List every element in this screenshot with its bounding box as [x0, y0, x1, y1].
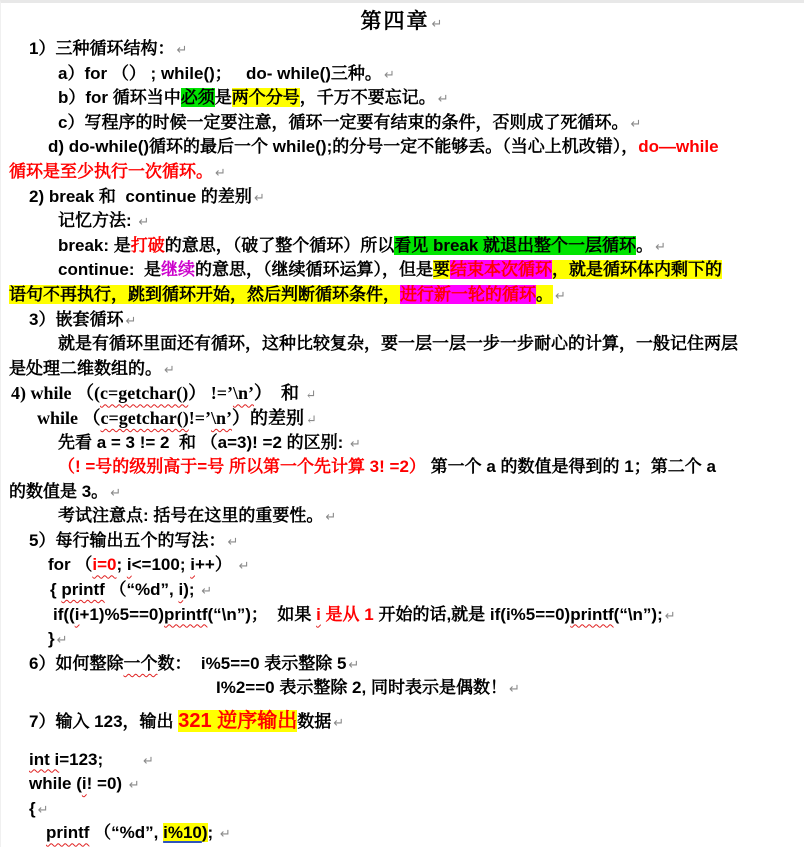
paragraph-mark-icon: ↵	[125, 312, 137, 328]
text-run: printf	[570, 604, 614, 624]
text-run: a）for （） ; while()； do- while()三种。	[58, 63, 382, 83]
text-run: i%10	[163, 823, 202, 843]
text-run: 循环是至少执行一次循环。	[9, 161, 213, 181]
text-run: 2) break 和 continue 的差别	[29, 186, 252, 206]
text-run: i	[316, 604, 321, 624]
paragraph-line	[1, 62, 804, 87]
text-run: b）for 循环当中	[58, 88, 181, 108]
text-run: 打破	[130, 235, 165, 255]
text-run: 的意思，（继续循环运算），但是	[194, 260, 433, 280]
paragraph-mark-icon: ↵	[383, 66, 395, 82]
text-run: (“\n”);	[613, 604, 663, 624]
text-run: 进行新一轮的循环	[400, 284, 536, 304]
paragraph-mark-icon: ↵	[219, 826, 231, 842]
text-run: 的意思，（破了整个循环）所以	[164, 235, 395, 255]
paragraph-line	[1, 332, 804, 357]
text-run: );	[183, 580, 200, 600]
text-run: 数： i%5==0 表示整除 5	[157, 653, 347, 673]
text-run: int i	[29, 749, 60, 769]
paragraph-mark-icon: ↵	[142, 752, 154, 768]
paragraph-line	[1, 111, 804, 136]
text-run: ） 和	[253, 383, 304, 404]
paragraph-line	[1, 627, 804, 652]
paragraph-line	[1, 283, 804, 308]
text-run: 必须	[180, 88, 215, 108]
text-run: 第四章	[360, 10, 430, 33]
paragraph-mark-icon: ↵	[253, 189, 265, 205]
paragraph-mark-icon: ↵	[431, 16, 445, 31]
paragraph-line	[1, 185, 804, 210]
paragraph-line	[1, 86, 804, 111]
text-run: i=0	[92, 555, 117, 575]
text-run: 继续	[160, 260, 195, 280]
paragraph-line	[1, 529, 804, 554]
document-body	[1, 3, 804, 846]
text-run: c）写程序的时候一定要注意，循环一定要有结束的条件，否则成了死循环。	[58, 112, 629, 132]
paragraph-line	[1, 652, 804, 677]
text-run: while (	[29, 774, 82, 794]
paragraph-line	[1, 258, 804, 283]
paragraph-line	[1, 455, 804, 480]
paragraph-line	[1, 821, 804, 846]
text-run: 1）三种循环结构：	[29, 39, 175, 58]
paragraph-line	[1, 504, 804, 529]
text-run: 7）输入 123，输出	[29, 712, 179, 732]
paragraph-line	[1, 406, 804, 431]
text-run: i	[74, 604, 80, 624]
paragraph-mark-icon: ↵	[227, 533, 239, 549]
paragraph-line	[1, 553, 804, 578]
text-run: (“\n”)； 如果	[207, 604, 317, 624]
text-run: <=100;	[131, 555, 191, 575]
text-run: （! =号的级别高于=号 所以第一个先计算 3! =2）	[58, 457, 426, 477]
paragraph-mark-icon: ↵	[333, 715, 345, 731]
paragraph-line	[1, 431, 804, 456]
text-run: i	[126, 555, 132, 575]
paragraph-mark-icon: ↵	[201, 583, 213, 599]
text-run: 考试注意点: 括号在这里的重要性。	[58, 506, 324, 526]
text-run: 6）如何整除	[29, 653, 124, 673]
paragraph-line	[1, 797, 804, 822]
text-run: printf	[61, 580, 105, 600]
text-run: \n’	[232, 383, 254, 404]
text-run: 看见 break 就退出整个一层循环	[394, 235, 637, 255]
text-run: ! =0)	[86, 774, 127, 794]
text-run: }	[48, 629, 55, 649]
text-run: 。	[636, 235, 654, 255]
text-run: 4) while （(	[11, 383, 100, 404]
text-run: 开始的话,就是 if(i%5==0)	[378, 604, 571, 624]
paragraph-line	[1, 37, 804, 62]
text-run: ）的差别	[232, 407, 304, 428]
chapter-title	[1, 7, 804, 37]
text-run: =123;	[59, 749, 141, 769]
text-run: {	[29, 798, 36, 818]
text-run: ） !=’	[188, 383, 233, 404]
text-run: printf	[46, 823, 90, 843]
paragraph-mark-icon: ↵	[238, 558, 250, 574]
text-run: 结束本次循环	[449, 260, 552, 280]
text-run: 两个分号	[231, 88, 300, 108]
text-run: 第一个 a 的数值是得到的 1；第二个 a	[425, 457, 716, 477]
paragraph-mark-icon: ↵	[350, 435, 361, 451]
text-run: while （	[37, 407, 101, 428]
text-run: ;	[207, 823, 218, 843]
paragraph-line	[1, 734, 804, 748]
paragraph-line	[1, 135, 804, 160]
paragraph-mark-icon: ↵	[176, 42, 188, 57]
paragraph-mark-icon: ↵	[348, 656, 360, 672]
paragraph-mark-icon: ↵	[664, 607, 676, 623]
paragraph-line	[1, 709, 804, 734]
paragraph-line	[1, 209, 804, 234]
paragraph-mark-icon: ↵	[56, 632, 68, 648]
text-run: 是处理二维数组的。	[9, 358, 162, 378]
paragraph-line	[1, 578, 804, 603]
paragraph-mark-icon: ↵	[630, 115, 642, 131]
text-run: 就是有循环里面还有循环，这种比较复杂，要一层一层一步一步耐心的计算，一般记住两层	[58, 334, 738, 354]
text-run: break: 是	[58, 235, 131, 255]
paragraph-line	[1, 701, 804, 709]
text-run: printf	[164, 604, 208, 624]
paragraph-line	[1, 772, 804, 797]
paragraph-line	[1, 748, 804, 773]
paragraph-line	[1, 357, 804, 382]
text-run: i	[190, 555, 195, 575]
paragraph-mark-icon: ↵	[37, 801, 49, 817]
paragraph-line	[1, 160, 804, 185]
text-run: +1)%5==0)	[79, 604, 165, 624]
text-run: 记忆方法:	[58, 211, 137, 231]
paragraph-mark-icon: ↵	[655, 238, 666, 254]
paragraph-mark-icon: ↵	[138, 214, 150, 230]
text-run: 321 逆序输出	[178, 710, 298, 733]
text-run: !=’	[188, 407, 211, 428]
text-run: do—while	[638, 137, 719, 157]
paragraph-line	[1, 603, 804, 628]
text-run: 。	[536, 284, 553, 304]
paragraph-mark-icon: ↵	[164, 361, 175, 377]
paragraph-mark-icon: ↵	[437, 91, 449, 107]
text-run: i	[178, 580, 184, 600]
paragraph-line	[1, 234, 804, 259]
text-run: （“%d”,	[89, 823, 164, 843]
paragraph-mark-icon: ↵	[555, 287, 566, 303]
text-run: 一个	[123, 653, 158, 673]
text-run: 先看 a = 3 != 2 和 （a=3)! =2 的区别:	[58, 432, 349, 452]
text-run: （“%d”,	[104, 580, 179, 600]
text-run: 数据	[297, 712, 332, 732]
text-run: ，千万不要忘记。	[299, 88, 436, 108]
paragraph-mark-icon: ↵	[110, 484, 122, 500]
text-run: c=getchar()	[100, 407, 189, 428]
text-run: 5）每行输出五个的写法：	[29, 530, 226, 550]
text-run: \n’	[210, 407, 232, 428]
text-run: 3）嵌套循环	[29, 309, 124, 329]
text-run: ++）	[194, 555, 237, 575]
text-run: {	[50, 580, 62, 600]
text-run: c=getchar()	[100, 383, 189, 404]
text-run: I%2==0 表示整除 2, 同时表示是偶数！	[216, 678, 507, 698]
text-run: 要	[432, 260, 450, 280]
paragraph-mark-icon: ↵	[325, 509, 337, 525]
paragraph-line	[1, 480, 804, 505]
text-run: 的数值是 3。	[9, 481, 109, 501]
text-run: i	[81, 774, 87, 794]
text-run: ，就是循环体内剩下的	[551, 260, 722, 280]
text-run: )	[201, 823, 208, 843]
text-run: d) do-while()循环的最后一个 while();的分号一定不能够丢。（当心上机改错），	[48, 137, 639, 157]
text-run: ;	[116, 555, 127, 575]
text-run: if((	[53, 604, 75, 624]
paragraph-line	[1, 308, 804, 333]
paragraph-mark-icon: ↵	[305, 387, 317, 403]
paragraph-mark-icon: ↵	[508, 681, 520, 697]
text-run: 是	[214, 88, 232, 108]
paragraph-mark-icon: ↵	[306, 411, 317, 427]
text-run: continue: 是	[58, 260, 161, 280]
text-run: 语句不再执行，跳到循环开始，然后判断循环条件，	[9, 284, 400, 304]
paragraph-mark-icon: ↵	[128, 777, 140, 793]
paragraph-line	[1, 676, 804, 701]
paragraph-mark-icon: ↵	[215, 164, 226, 180]
paragraph-line	[1, 381, 804, 406]
text-run: for （	[48, 555, 93, 575]
text-run: 是从 1	[320, 604, 379, 624]
